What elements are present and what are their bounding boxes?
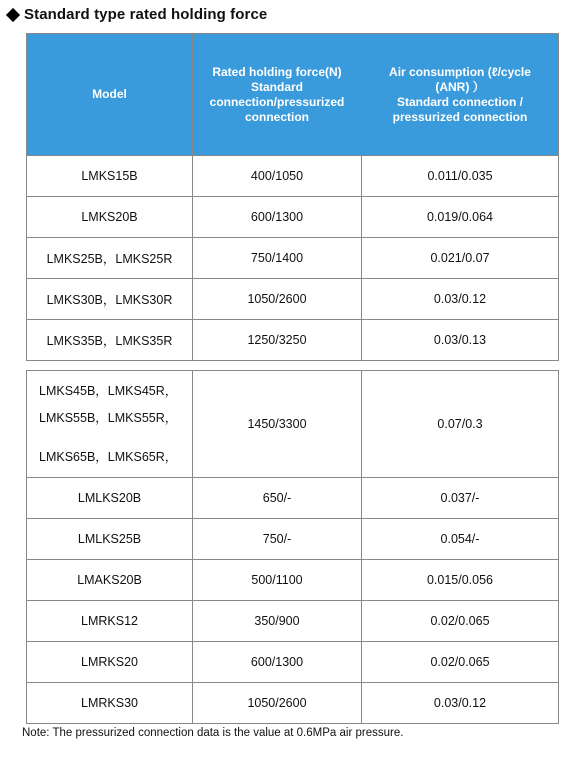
table-row [27, 279, 559, 320]
force-cell: 1050/2600 [193, 279, 362, 320]
force-cell: 1050/2600 [193, 683, 362, 724]
air-cell: 0.03/0.13 [362, 320, 559, 361]
air-cell: 0.02/0.065 [362, 642, 559, 683]
model-cell: LMRKS20 [27, 642, 193, 683]
force-cell: 600/1300 [193, 642, 362, 683]
table-row [27, 478, 559, 519]
table-row [27, 320, 559, 361]
force-cell: 650/- [193, 478, 362, 519]
section-title [6, 6, 267, 23]
header-model: Model [27, 34, 193, 156]
air-cell: 0.019/0.064 [362, 197, 559, 238]
model-cell: LMKS15B [27, 156, 193, 197]
table-row [27, 683, 559, 724]
table-row [27, 197, 559, 238]
force-cell: 750/- [193, 519, 362, 560]
header-force: Rated holding force(N) Standard connection/pressurized connection [193, 34, 362, 156]
model-cell: LMKS30B，LMKS30R [27, 279, 193, 320]
air-cell: 0.02/0.065 [362, 601, 559, 642]
holding-force-table-1 [26, 33, 559, 361]
section-title-text: Standard type rated holding force [24, 6, 268, 23]
model-cell: LMKS20B [27, 197, 193, 238]
table-row [27, 519, 559, 560]
air-cell: 0.07/0.3 [362, 371, 559, 478]
force-cell: 500/1100 [193, 560, 362, 601]
model-cell: LMKS45B，LMKS45R， LMKS55B，LMKS55R， LMKS65B，LMKS65R， [27, 371, 193, 478]
table-row [27, 238, 559, 279]
header-air: Air consumption (ℓ/cycle (ANR) ） Standard connection / pressurized connection [362, 34, 559, 156]
air-cell: 0.015/0.056 [362, 560, 559, 601]
model-cell: LMKS25B，LMKS25R [27, 238, 193, 279]
table-row [27, 371, 559, 478]
air-cell: 0.03/0.12 [362, 279, 559, 320]
table-row [27, 560, 559, 601]
force-cell: 750/1400 [193, 238, 362, 279]
air-cell: 0.037/- [362, 478, 559, 519]
air-cell: 0.054/- [362, 519, 559, 560]
model-cell: LMLKS25B [27, 519, 193, 560]
model-cell: LMLKS20B [27, 478, 193, 519]
air-cell: 0.021/0.07 [362, 238, 559, 279]
table-row [27, 642, 559, 683]
diamond-bullet-icon [6, 7, 20, 21]
footnote: Note: The pressurized connection data is the value at 0.6MPa air pressure. [22, 727, 404, 739]
table-row [27, 601, 559, 642]
model-cell: LMRKS30 [27, 683, 193, 724]
force-cell: 1450/3300 [193, 371, 362, 478]
model-cell: LMRKS12 [27, 601, 193, 642]
force-cell: 1250/3250 [193, 320, 362, 361]
holding-force-table-2 [26, 370, 559, 724]
table-header-row [27, 34, 559, 156]
air-cell: 0.011/0.035 [362, 156, 559, 197]
model-cell: LMKS35B，LMKS35R [27, 320, 193, 361]
table-row [27, 156, 559, 197]
force-cell: 400/1050 [193, 156, 362, 197]
model-cell: LMAKS20B [27, 560, 193, 601]
force-cell: 350/900 [193, 601, 362, 642]
force-cell: 600/1300 [193, 197, 362, 238]
air-cell: 0.03/0.12 [362, 683, 559, 724]
